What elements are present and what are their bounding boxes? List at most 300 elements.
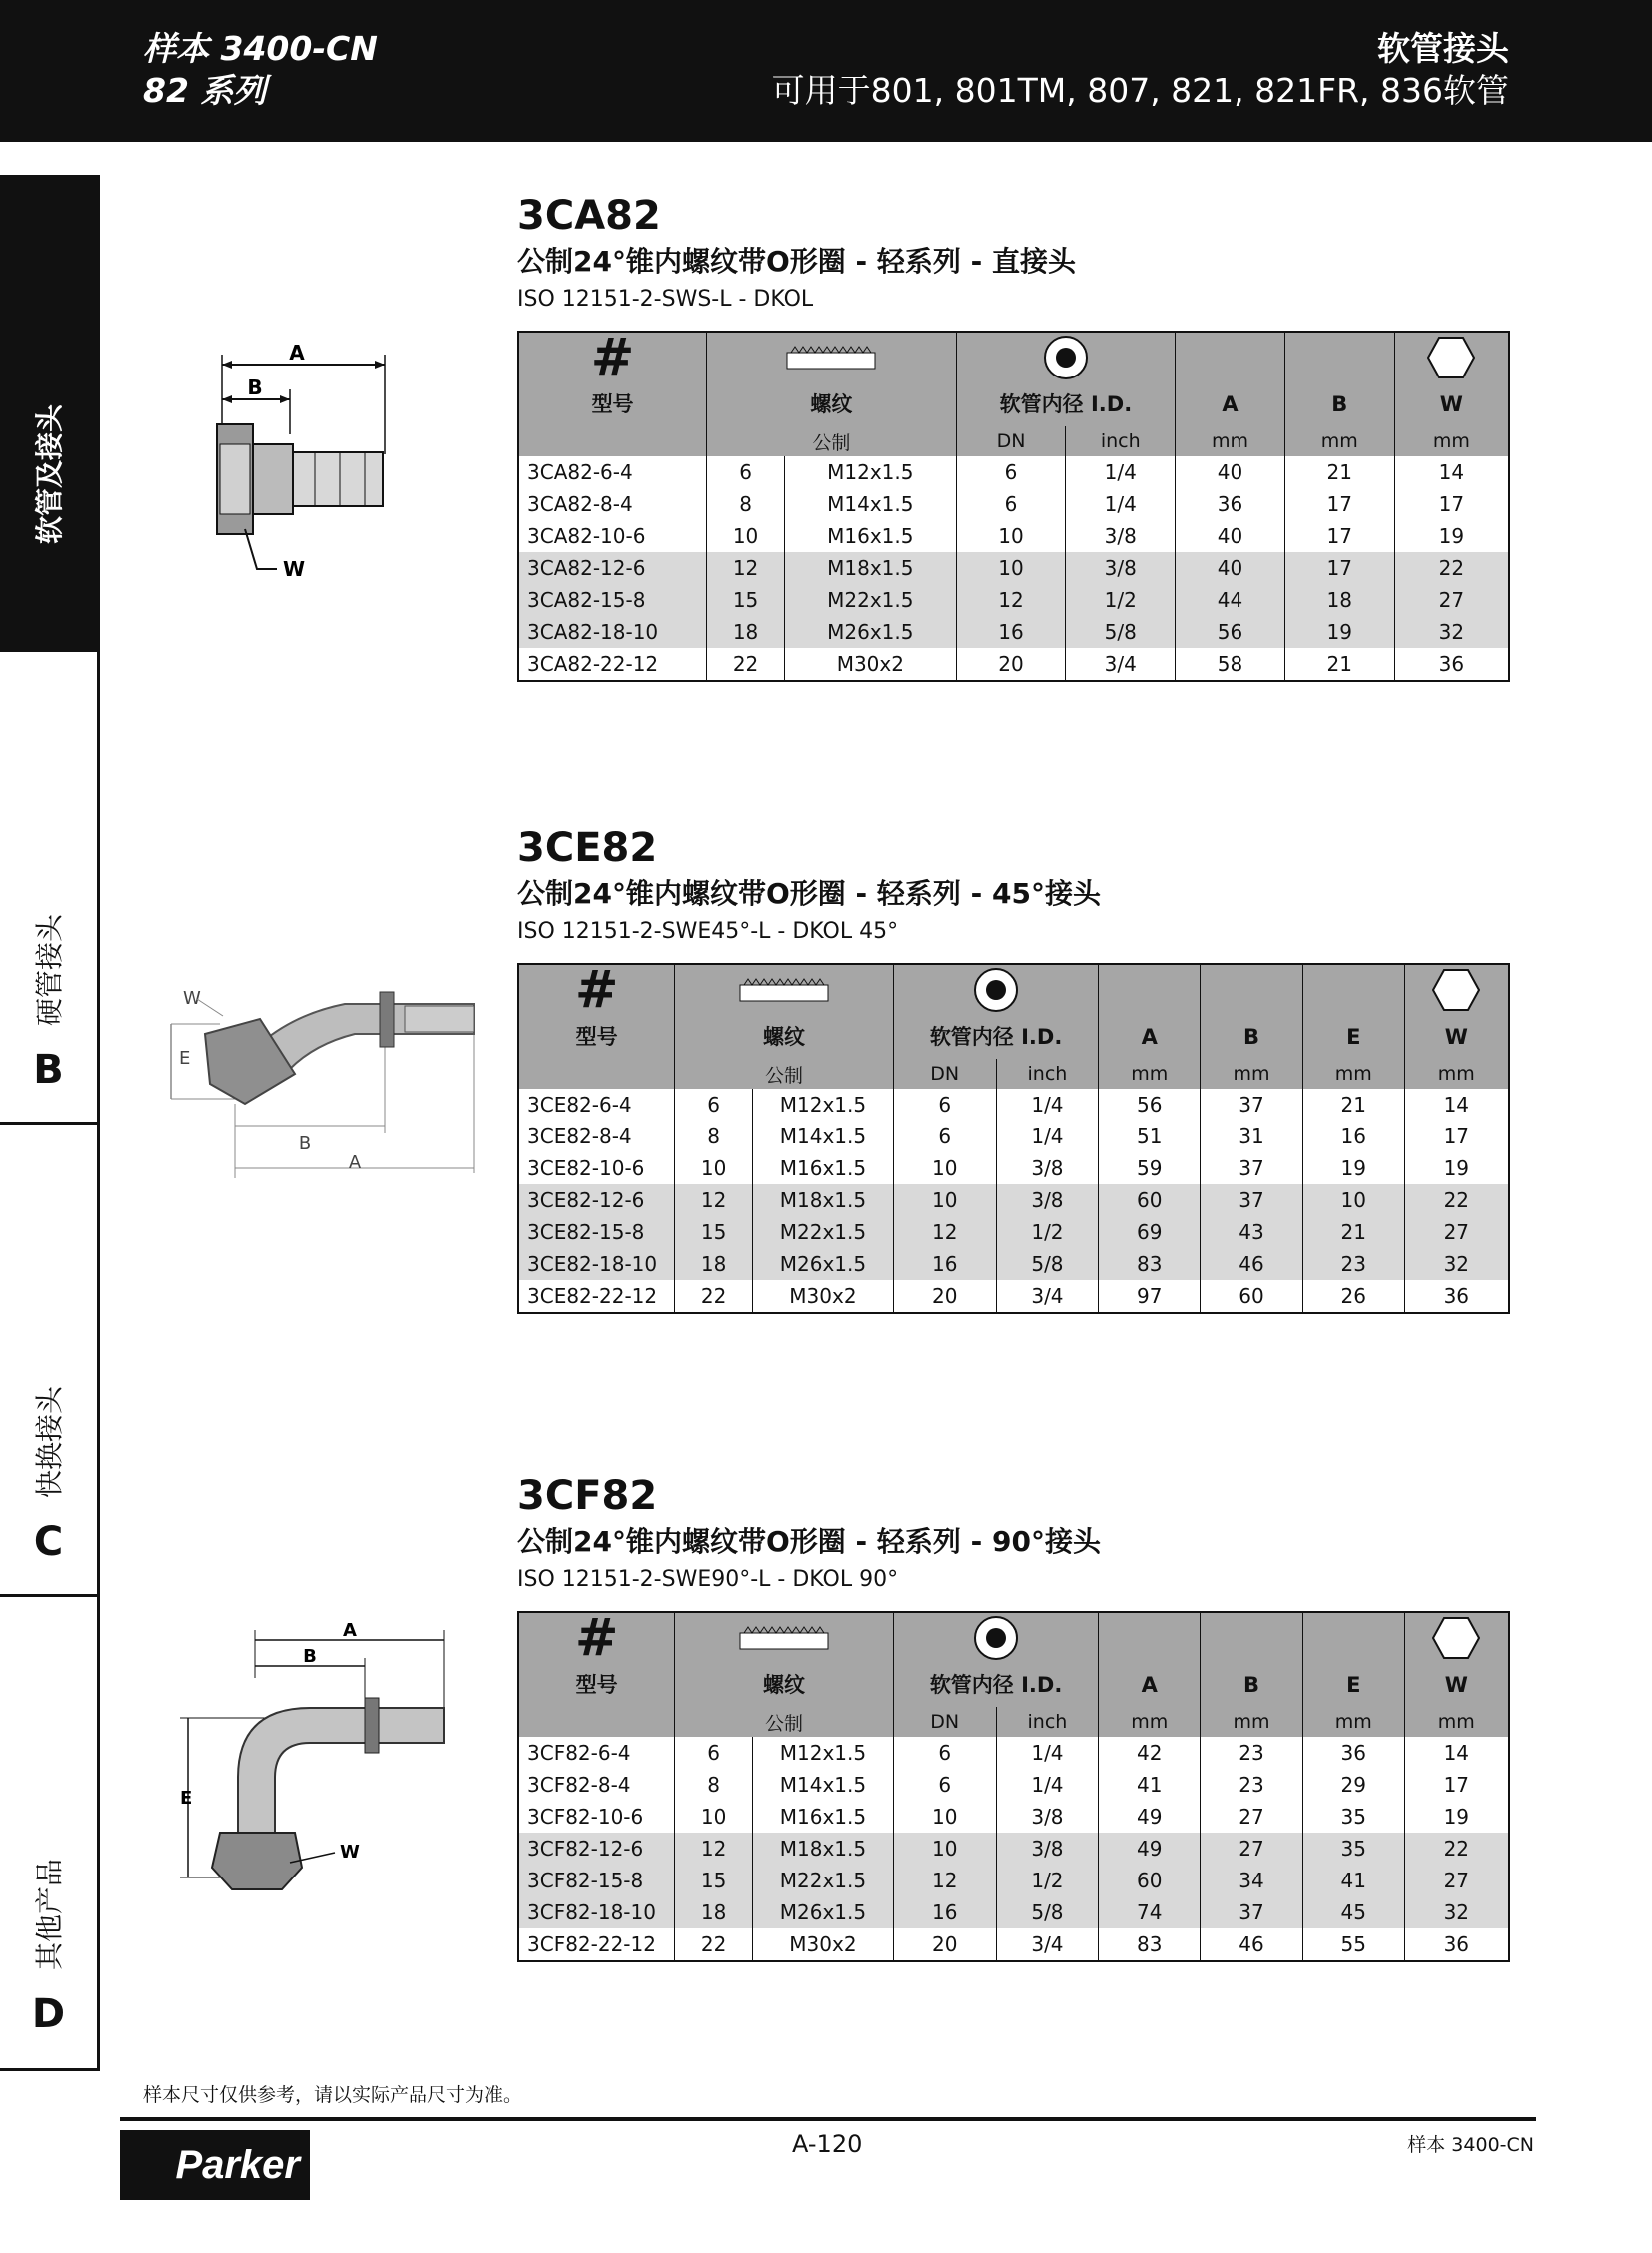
table-row xyxy=(518,488,1509,520)
table-cell: 37 xyxy=(1201,1089,1303,1121)
table-cell: 19 xyxy=(1394,520,1509,552)
table-cell: 19 xyxy=(1302,1152,1404,1184)
table-cell: 12 xyxy=(956,584,1066,616)
table-cell: 35 xyxy=(1302,1833,1404,1865)
col-thread: 螺纹 xyxy=(810,392,853,416)
table-cell: 3CE82-8-4 xyxy=(527,1125,632,1148)
section-title: 3CE82 xyxy=(517,825,658,871)
product-category: 软管接头 xyxy=(1377,29,1509,68)
table-cell: 1/2 xyxy=(1066,584,1176,616)
table-row xyxy=(518,1865,1509,1896)
table-cell: 36 xyxy=(1302,1737,1404,1769)
table-row xyxy=(518,520,1509,552)
table-cell: 32 xyxy=(1394,616,1509,648)
table-cell: 6 xyxy=(956,456,1066,488)
table-cell: 10 xyxy=(675,1152,753,1184)
unit-inch: inch xyxy=(996,1059,1099,1089)
table-cell: 3/4 xyxy=(996,1280,1099,1313)
col-hose-id: 软管内径 I.D. xyxy=(929,1673,1063,1697)
table-cell: 8 xyxy=(675,1121,753,1152)
table-cell: 27 xyxy=(1404,1865,1509,1896)
tab-letter: B xyxy=(33,1047,64,1093)
dim-a-label: A xyxy=(289,341,305,365)
table-cell: 3CF82-12-6 xyxy=(518,1833,675,1865)
table-cell: 56 xyxy=(1099,1089,1201,1121)
table-cell: 10 xyxy=(707,520,785,552)
dim-w-label: W xyxy=(340,1842,360,1863)
table-cell: 22 xyxy=(1404,1833,1509,1865)
table-cell: 22 xyxy=(675,1280,753,1313)
dim-b-label: B xyxy=(298,1133,312,1154)
unit-mm: mm xyxy=(1302,1707,1404,1737)
unit-metric: 公制 xyxy=(675,1059,894,1089)
table-cell: 3CE82-10-6 xyxy=(527,1156,645,1180)
tab-tube-fittings[interactable] xyxy=(0,652,100,1125)
dim-a-label: A xyxy=(343,1620,357,1641)
table-cell: 15 xyxy=(675,1216,753,1248)
unit-mm: mm xyxy=(1201,1707,1303,1737)
table-cell: 3CA82-6-4 xyxy=(527,460,633,484)
unit-inch: inch xyxy=(996,1707,1099,1737)
table-cell: 22 xyxy=(675,1928,753,1961)
table-cell: 97 xyxy=(1099,1280,1201,1313)
table-cell: 10 xyxy=(893,1184,996,1216)
table-row xyxy=(518,1184,1509,1216)
table-cell: 16 xyxy=(893,1896,996,1928)
table-row xyxy=(518,1248,1509,1280)
table-cell: 45 xyxy=(1302,1896,1404,1928)
table-cell: 36 xyxy=(1394,648,1509,681)
table-cell: 21 xyxy=(1302,1089,1404,1121)
table-cell: 12 xyxy=(893,1216,996,1248)
dim-b-label: B xyxy=(247,376,263,399)
section-3ce82 xyxy=(517,825,1512,1314)
table-row xyxy=(518,1801,1509,1833)
section-iso: ISO 12151-2-SWS-L - DKOL xyxy=(517,287,814,312)
footer-catalog: 样本 3400-CN xyxy=(1407,2134,1534,2156)
hex-nut-icon xyxy=(1427,336,1475,379)
thread-icon xyxy=(786,345,876,371)
table-cell: 36 xyxy=(1404,1280,1509,1313)
table-cell: 6 xyxy=(893,1737,996,1769)
hose-id-icon xyxy=(973,1615,1019,1661)
table-cell: 41 xyxy=(1099,1769,1201,1801)
table-cell: 1/4 xyxy=(996,1121,1099,1152)
table-cell: M26x1.5 xyxy=(753,1248,894,1280)
table-cell: 27 xyxy=(1404,1216,1509,1248)
table-cell: 36 xyxy=(1404,1928,1509,1961)
table-cell: 49 xyxy=(1099,1801,1201,1833)
col-e: E xyxy=(1346,1673,1361,1697)
table-cell: 20 xyxy=(956,648,1066,681)
tab-label: 其他产品 xyxy=(33,1858,66,1971)
table-cell: 3/8 xyxy=(996,1833,1099,1865)
table-cell: 10 xyxy=(893,1152,996,1184)
table-cell: 27 xyxy=(1201,1833,1303,1865)
table-cell: 3/4 xyxy=(996,1928,1099,1961)
section-3ca82 xyxy=(517,193,1512,682)
table-cell: 12 xyxy=(675,1833,753,1865)
table-row xyxy=(518,1833,1509,1865)
table-row xyxy=(518,456,1509,488)
table-cell: 3CF82-22-12 xyxy=(527,1932,656,1956)
table-body xyxy=(518,1737,1509,1961)
table-cell: 14 xyxy=(1404,1737,1509,1769)
unit-dn: DN xyxy=(956,426,1066,456)
table-row xyxy=(518,1737,1509,1769)
table-cell: 3CE82-18-10 xyxy=(518,1248,675,1280)
section-subtitle: 公制24°锥内螺纹带O形圈 - 轻系列 - 直接头 xyxy=(517,245,1077,278)
table-cell: 58 xyxy=(1176,648,1285,681)
thread-icon xyxy=(739,1625,829,1651)
table-cell: 19 xyxy=(1404,1801,1509,1833)
table-cell: 15 xyxy=(675,1865,753,1896)
table-cell: M14x1.5 xyxy=(784,488,956,520)
unit-mm: mm xyxy=(1099,1059,1201,1089)
table-cell: 6 xyxy=(675,1089,753,1121)
table-cell: 46 xyxy=(1201,1928,1303,1961)
table-cell: 3/8 xyxy=(1066,520,1176,552)
hose-id-icon xyxy=(973,967,1019,1013)
table-cell: 10 xyxy=(893,1801,996,1833)
table-cell: M16x1.5 xyxy=(753,1152,894,1184)
table-cell: 32 xyxy=(1404,1896,1509,1928)
table-cell: 36 xyxy=(1176,488,1285,520)
table-cell: M12x1.5 xyxy=(753,1089,894,1121)
table-cell: 12 xyxy=(707,552,785,584)
table-cell: 1/4 xyxy=(996,1769,1099,1801)
hash-icon: # xyxy=(574,960,619,1020)
table-cell: 20 xyxy=(893,1280,996,1313)
tab-letter: A xyxy=(33,746,64,792)
col-w: W xyxy=(1444,1673,1468,1697)
catalog-label: 样本 3400-CN xyxy=(143,29,378,68)
thread-icon xyxy=(739,977,829,1003)
table-cell: M16x1.5 xyxy=(753,1801,894,1833)
table-cell: M12x1.5 xyxy=(784,456,956,488)
tab-label: 软管及接头 xyxy=(33,403,66,545)
col-w: W xyxy=(1444,1025,1468,1049)
table-cell: 56 xyxy=(1176,616,1285,648)
table-cell: 12 xyxy=(893,1865,996,1896)
table-cell: 49 xyxy=(1099,1833,1201,1865)
hose-id-icon xyxy=(1043,335,1089,380)
table-cell: 27 xyxy=(1394,584,1509,616)
dim-w-label: W xyxy=(283,557,306,581)
table-cell: 3CA82-15-8 xyxy=(518,584,707,616)
table-cell: 14 xyxy=(1394,456,1509,488)
table-cell: M16x1.5 xyxy=(784,520,956,552)
table-cell: 17 xyxy=(1404,1769,1509,1801)
unit-mm: mm xyxy=(1404,1059,1509,1089)
col-model: 型号 xyxy=(575,1025,618,1049)
table-cell: 1/2 xyxy=(996,1216,1099,1248)
table-cell: 17 xyxy=(1404,1121,1509,1152)
table-cell: 16 xyxy=(956,616,1066,648)
table-cell: 6 xyxy=(893,1121,996,1152)
table-cell: 3/8 xyxy=(996,1152,1099,1184)
table-cell: 44 xyxy=(1176,584,1285,616)
table-cell: 3CE82-12-6 xyxy=(518,1184,675,1216)
tab-label: 硬管接头 xyxy=(33,913,66,1027)
dim-e-label: E xyxy=(179,1048,191,1069)
col-e: E xyxy=(1346,1025,1361,1049)
compatible-hoses: 可用于801, 801TM, 807, 821, 821FR, 836软管 xyxy=(771,71,1509,110)
elbow-45-diagram xyxy=(165,974,484,1183)
table-cell: 21 xyxy=(1302,1216,1404,1248)
table-cell: 83 xyxy=(1099,1248,1201,1280)
table-cell: 3CF82-6-4 xyxy=(527,1741,631,1765)
table-cell: 74 xyxy=(1099,1896,1201,1928)
dim-e-label: E xyxy=(180,1788,193,1809)
table-cell: 12 xyxy=(675,1184,753,1216)
tab-hose-fittings[interactable] xyxy=(0,175,100,792)
table-cell: 3CA82-12-6 xyxy=(518,552,707,584)
table-cell: 6 xyxy=(675,1737,753,1769)
table-cell: 1/4 xyxy=(1066,488,1176,520)
table-row xyxy=(518,648,1509,681)
table-cell: 37 xyxy=(1201,1184,1303,1216)
unit-mm: mm xyxy=(1404,1707,1509,1737)
table-cell: 40 xyxy=(1176,552,1285,584)
unit-mm: mm xyxy=(1201,1059,1303,1089)
table-cell: 41 xyxy=(1302,1865,1404,1896)
table-row xyxy=(518,584,1509,616)
table-cell: 15 xyxy=(707,584,785,616)
table-cell: M18x1.5 xyxy=(753,1184,894,1216)
table-cell: 37 xyxy=(1201,1896,1303,1928)
table-cell: M30x2 xyxy=(753,1280,894,1313)
table-row xyxy=(518,1280,1509,1313)
col-hose-id: 软管内径 I.D. xyxy=(929,1025,1063,1049)
table-cell: 35 xyxy=(1302,1801,1404,1833)
table-cell: M22x1.5 xyxy=(753,1216,894,1248)
table-cell: 3CA82-8-4 xyxy=(527,492,633,516)
table-cell: 32 xyxy=(1404,1248,1509,1280)
dim-b-label: B xyxy=(303,1646,317,1667)
page-header xyxy=(0,0,1652,142)
table-cell: 1/4 xyxy=(996,1089,1099,1121)
table-cell: 26 xyxy=(1302,1280,1404,1313)
page-number: A-120 xyxy=(792,2130,863,2158)
table-cell: 22 xyxy=(1394,552,1509,584)
table-cell: 3CA82-22-12 xyxy=(527,652,659,676)
table-cell: 18 xyxy=(1284,584,1394,616)
table-cell: 3CF82-8-4 xyxy=(527,1773,631,1797)
table-cell: 23 xyxy=(1302,1248,1404,1280)
tab-other-products[interactable] xyxy=(0,1597,100,2071)
table-cell: 3/8 xyxy=(1066,552,1176,584)
table-cell: 22 xyxy=(1404,1184,1509,1216)
table-cell: 14 xyxy=(1404,1089,1509,1121)
table-row xyxy=(518,1928,1509,1961)
col-a: A xyxy=(1141,1025,1158,1049)
table-cell: 69 xyxy=(1099,1216,1201,1248)
unit-dn: DN xyxy=(893,1707,996,1737)
section-3cf82 xyxy=(517,1473,1512,1962)
table-cell: 6 xyxy=(893,1089,996,1121)
unit-metric: 公制 xyxy=(675,1707,894,1737)
table-cell: 59 xyxy=(1099,1152,1201,1184)
table-cell: 83 xyxy=(1099,1928,1201,1961)
table-cell: 10 xyxy=(1302,1184,1404,1216)
table-cell: 3/8 xyxy=(996,1184,1099,1216)
table-cell: M22x1.5 xyxy=(784,584,956,616)
table-cell: 23 xyxy=(1201,1737,1303,1769)
table-cell: 1/2 xyxy=(996,1865,1099,1896)
table-cell: 17 xyxy=(1284,520,1394,552)
col-w: W xyxy=(1439,392,1463,416)
table-cell: M30x2 xyxy=(753,1928,894,1961)
table-cell: 31 xyxy=(1201,1121,1303,1152)
table-cell: 34 xyxy=(1201,1865,1303,1896)
table-row xyxy=(518,1121,1509,1152)
table-cell: 6 xyxy=(893,1769,996,1801)
spec-table xyxy=(517,328,1510,682)
table-row xyxy=(518,616,1509,648)
table-cell: 8 xyxy=(675,1769,753,1801)
table-cell: M12x1.5 xyxy=(753,1737,894,1769)
table-cell: 10 xyxy=(956,552,1066,584)
table-cell: 18 xyxy=(675,1248,753,1280)
table-cell: 21 xyxy=(1284,648,1394,681)
table-row xyxy=(518,1152,1509,1184)
table-cell: 3CF82-18-10 xyxy=(518,1896,675,1928)
table-cell: 1/4 xyxy=(1066,456,1176,488)
table-cell: 10 xyxy=(675,1801,753,1833)
table-cell: 6 xyxy=(956,488,1066,520)
col-thread: 螺纹 xyxy=(763,1673,806,1697)
col-b: B xyxy=(1242,1025,1259,1049)
section-title: 3CF82 xyxy=(517,1473,658,1519)
unit-mm: mm xyxy=(1302,1059,1404,1089)
table-row xyxy=(518,1896,1509,1928)
footer-divider xyxy=(120,2117,1536,2121)
tab-label: 快换接头 xyxy=(33,1385,66,1499)
table-cell: 5/8 xyxy=(996,1248,1099,1280)
header-right xyxy=(772,28,1509,112)
table-row xyxy=(518,552,1509,584)
table-cell: 51 xyxy=(1099,1121,1201,1152)
unit-dn: DN xyxy=(893,1059,996,1089)
table-cell: 17 xyxy=(1394,488,1509,520)
hex-nut-icon xyxy=(1432,1616,1480,1660)
unit-metric: 公制 xyxy=(707,426,957,456)
table-body xyxy=(518,1089,1509,1313)
section-subtitle: 公制24°锥内螺纹带O形圈 - 轻系列 - 45°接头 xyxy=(517,877,1101,910)
table-cell: 55 xyxy=(1302,1928,1404,1961)
table-cell: 40 xyxy=(1176,520,1285,552)
unit-mm: mm xyxy=(1099,1707,1201,1737)
col-hose-id: 软管内径 I.D. xyxy=(999,392,1133,416)
spec-table xyxy=(517,960,1510,1314)
table-row xyxy=(518,1769,1509,1801)
col-b: B xyxy=(1242,1673,1259,1697)
table-cell: 27 xyxy=(1201,1801,1303,1833)
table-cell: 1/4 xyxy=(996,1737,1099,1769)
table-row xyxy=(518,1089,1509,1121)
table-cell: 60 xyxy=(1201,1280,1303,1313)
col-thread: 螺纹 xyxy=(763,1025,806,1049)
dim-w-label: W xyxy=(183,988,201,1009)
tab-letter: C xyxy=(33,1519,64,1565)
hash-icon: # xyxy=(590,328,635,387)
section-iso: ISO 12151-2-SWE90°-L - DKOL 90° xyxy=(517,1567,899,1592)
unit-mm: mm xyxy=(1394,426,1509,456)
table-cell: 19 xyxy=(1284,616,1394,648)
table-cell: M22x1.5 xyxy=(753,1865,894,1896)
table-cell: 16 xyxy=(1302,1121,1404,1152)
table-cell: M14x1.5 xyxy=(753,1769,894,1801)
col-b: B xyxy=(1331,392,1348,416)
table-cell: 37 xyxy=(1201,1152,1303,1184)
table-cell: 3/4 xyxy=(1066,648,1176,681)
table-cell: 3CE82-22-12 xyxy=(527,1284,658,1308)
table-row xyxy=(518,1216,1509,1248)
straight-fitting-diagram xyxy=(195,335,414,594)
spec-table xyxy=(517,1608,1510,1962)
table-cell: 8 xyxy=(707,488,785,520)
col-a: A xyxy=(1222,392,1239,416)
tab-letter: D xyxy=(31,1991,66,2037)
table-cell: 60 xyxy=(1099,1184,1201,1216)
table-cell: 5/8 xyxy=(996,1896,1099,1928)
table-cell: 19 xyxy=(1404,1152,1509,1184)
table-cell: 3/8 xyxy=(996,1801,1099,1833)
col-a: A xyxy=(1141,1673,1158,1697)
table-cell: 22 xyxy=(707,648,785,681)
unit-mm: mm xyxy=(1284,426,1394,456)
table-cell: 43 xyxy=(1201,1216,1303,1248)
table-cell: 3CF82-10-6 xyxy=(527,1805,644,1829)
table-cell: M30x2 xyxy=(784,648,956,681)
table-cell: 10 xyxy=(893,1833,996,1865)
footnote: 样本尺寸仅供参考，请以实际产品尺寸为准。 xyxy=(143,2084,523,2106)
col-model: 型号 xyxy=(575,1673,618,1697)
table-cell: M18x1.5 xyxy=(753,1833,894,1865)
elbow-90-diagram xyxy=(170,1618,469,1897)
section-iso: ISO 12151-2-SWE45°-L - DKOL 45° xyxy=(517,919,899,944)
table-cell: 40 xyxy=(1176,456,1285,488)
table-cell: 17 xyxy=(1284,552,1394,584)
table-cell: 18 xyxy=(707,616,785,648)
hash-icon: # xyxy=(574,1608,619,1668)
table-cell: 3CE82-6-4 xyxy=(527,1093,632,1117)
table-body xyxy=(518,456,1509,681)
table-cell: 5/8 xyxy=(1066,616,1176,648)
table-cell: 21 xyxy=(1284,456,1394,488)
table-cell: 23 xyxy=(1201,1769,1303,1801)
section-title: 3CA82 xyxy=(517,193,661,239)
section-subtitle: 公制24°锥内螺纹带O形圈 - 轻系列 - 90°接头 xyxy=(517,1525,1101,1558)
col-model: 型号 xyxy=(591,392,634,416)
table-cell: 3CF82-15-8 xyxy=(518,1865,675,1896)
table-cell: 17 xyxy=(1284,488,1394,520)
table-cell: 6 xyxy=(707,456,785,488)
parker-logo: Parker xyxy=(120,2130,310,2200)
table-cell: 10 xyxy=(956,520,1066,552)
series-label: 82 系列 xyxy=(143,71,267,110)
header-left xyxy=(143,28,378,112)
table-cell: 3CE82-15-8 xyxy=(518,1216,675,1248)
tab-quick-couplings[interactable] xyxy=(0,1125,100,1597)
table-cell: 20 xyxy=(893,1928,996,1961)
table-cell: 3CA82-10-6 xyxy=(527,524,646,548)
table-cell: M26x1.5 xyxy=(784,616,956,648)
table-cell: M18x1.5 xyxy=(784,552,956,584)
unit-inch: inch xyxy=(1066,426,1176,456)
unit-mm: mm xyxy=(1176,426,1285,456)
